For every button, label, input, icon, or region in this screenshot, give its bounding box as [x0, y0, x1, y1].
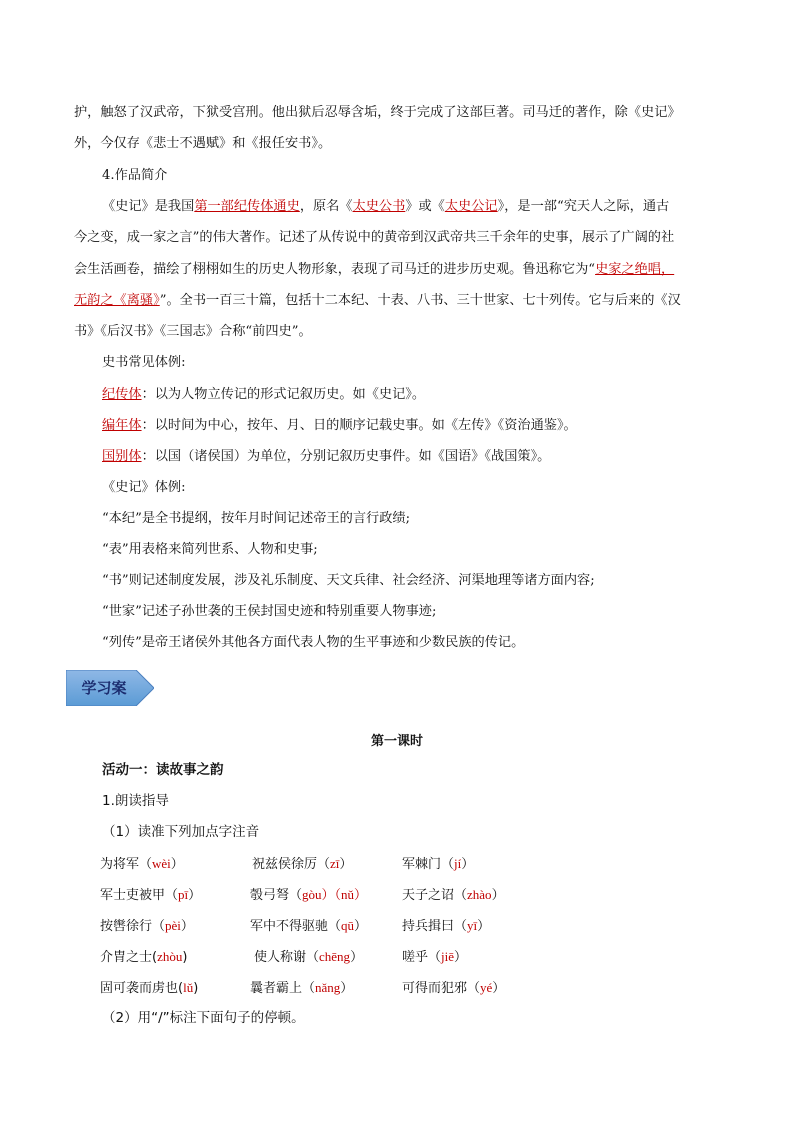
key-term: 无韵之《离骚》 — [74, 293, 160, 308]
type-name: 国别体 — [102, 449, 142, 464]
pinyin-item — [100, 884, 201, 903]
word: 可得而犯邪（ — [402, 981, 481, 996]
key-term: 史家之绝唱， — [595, 262, 675, 277]
shiji-structure-title: 《史记》体例: — [102, 480, 186, 495]
word: 为将军（ — [100, 857, 153, 872]
pause-task-heading: （2）用“/”标注下面句子的停顿。 — [102, 1010, 305, 1026]
word: 使人称谢（ — [254, 950, 320, 965]
bracket: ） — [492, 981, 506, 996]
pinyin-item — [100, 853, 184, 872]
pinyin-item — [250, 915, 367, 934]
study-plan-banner — [66, 670, 154, 706]
pinyin: wèi — [152, 856, 171, 871]
work-intro-line-3 — [74, 260, 674, 280]
pinyin: zhào — [467, 887, 492, 902]
word: 持兵揖曰（ — [402, 919, 468, 934]
type-name: 编年体 — [102, 418, 142, 433]
word: 曩者霸上（ — [250, 981, 316, 996]
activity-heading: 活动一：读故事之韵 — [102, 762, 224, 778]
text-fragment: 》或《 — [405, 199, 445, 214]
type-desc: ：以时间为中心，按年、月、日的顺序记载史事。如《左传》《资治通鉴》。 — [141, 418, 577, 433]
intro-line-2: 外，今仅存《悲士不遇赋》和《报任安书》。 — [74, 136, 332, 151]
pinyin-item — [100, 977, 198, 996]
pinyin: pī — [178, 887, 189, 902]
word: 固可袭而虏也( — [100, 981, 184, 996]
word: 天子之诏（ — [402, 888, 468, 903]
bracket: ） — [350, 950, 364, 965]
bracket: ） — [491, 888, 505, 903]
pinyin-item — [402, 977, 505, 996]
bracket: ） — [180, 919, 194, 934]
shiji-structure-shijia: “世家”记述子孙世袭的王侯封国史迹和特别重要人物事迹; — [102, 604, 437, 619]
work-intro-line-5: 书》《后汉书》《三国志》合称“前四史”。 — [74, 324, 312, 339]
bracket: ） — [454, 950, 468, 965]
work-intro-line-2: 今之变，成一家之言”的伟大著作。记述了从传说中的黄帝到汉武帝共三千余年的史事，展示了广阔的社 — [74, 230, 675, 245]
bracket: ) — [193, 981, 199, 996]
type-name: 纪传体 — [102, 387, 142, 402]
pinyin: pèi — [165, 918, 181, 933]
text-fragment: ”。全书一百三十篇，包括十二本纪、十表、八书、三十世家、七十列传。它与后来的《汉 — [159, 293, 681, 308]
section-heading-work-intro: 4.作品简介 — [102, 168, 168, 183]
word: 军士吏被甲（ — [100, 888, 179, 903]
word: 祝兹侯徐厉（ — [252, 857, 331, 872]
text-fragment: ，原名《 — [299, 199, 353, 214]
word: 介胄之士( — [100, 950, 158, 965]
shiji-structure-liezhuan: “列传”是帝王诸侯外其他各方面代表人物的生平事迹和少数民族的传记。 — [102, 635, 525, 650]
pinyin: chēng — [319, 949, 351, 964]
pinyin-task-heading: （1）读准下列加点字注音 — [102, 824, 260, 840]
shiji-structure-biao: “表”用表格来简列世系、人物和史事; — [102, 542, 318, 557]
word: 军中不得驱驰（ — [250, 919, 342, 934]
work-intro-line-1 — [102, 197, 669, 217]
banner-label: 学习案 — [81, 679, 127, 697]
bracket: ） — [340, 981, 354, 996]
text-fragment: 》，是一部“究天人之际，通古 — [497, 199, 670, 214]
pinyin-item — [402, 853, 474, 872]
text-fragment: 会生活画卷，描绘了栩栩如生的历史人物形象，表现了司马迁的进步历史观。鲁迅称它为“ — [74, 262, 596, 277]
pinyin-item — [402, 915, 490, 934]
bracket: ) — [182, 950, 188, 965]
word: 彀弓弩（ — [250, 888, 303, 903]
work-intro-line-4 — [74, 291, 681, 311]
pinyin: lǔ — [183, 980, 194, 995]
bracket: ） — [461, 857, 475, 872]
intro-line-1: 护，触怒了汉武帝，下狱受宫刑。他出狱后忍辱含垢，终于完成了这部巨著。司马迁的著作，除《史记》 — [74, 105, 681, 120]
key-term: 太史公书 — [352, 199, 406, 214]
word: 按辔徐行（ — [100, 919, 166, 934]
pinyin: yé — [480, 980, 493, 995]
pinyin-item — [402, 884, 505, 903]
bracket: ）（nǔ） — [321, 887, 368, 902]
pinyin: jiē — [441, 949, 455, 964]
pinyin: nǎng — [315, 980, 341, 995]
pinyin: jí — [454, 856, 462, 871]
key-term: 第一部纪传体通史 — [194, 199, 300, 214]
history-types-title: 史书常见体例: — [102, 355, 186, 370]
history-type-national — [102, 447, 550, 467]
type-desc: ：以为人物立传记的形式记叙历史。如《史记》。 — [141, 387, 426, 402]
word: 军棘门（ — [402, 857, 455, 872]
pinyin-item — [252, 853, 352, 872]
pinyin-item — [254, 946, 363, 965]
pinyin-item — [250, 977, 353, 996]
reading-guidance-heading: 1.朗读指导 — [102, 793, 169, 809]
pinyin: gòu — [302, 887, 322, 902]
bracket: ） — [354, 919, 368, 934]
pinyin: qū — [341, 918, 355, 933]
history-type-chronicle — [102, 416, 577, 436]
word: 嗟乎（ — [402, 950, 442, 965]
type-desc: ：以国（诸侯国）为单位，分别记叙历史事件。如《国语》《战国策》。 — [141, 449, 551, 464]
pinyin: zī — [330, 856, 340, 871]
bracket: ） — [188, 888, 202, 903]
pinyin-item — [100, 915, 194, 934]
shiji-structure-benji: “本纪”是全书提纲，按年月时间记述帝王的言行政绩; — [102, 511, 411, 526]
shiji-structure-shu: “书”则记述制度发展，涉及礼乐制度、天文兵律、社会经济、河渠地理等诸方面内容; — [102, 573, 595, 588]
text-fragment: 《史记》是我国 — [102, 199, 195, 214]
history-type-biographical — [102, 385, 425, 405]
bracket: ） — [477, 919, 491, 934]
bracket: ） — [339, 857, 353, 872]
pinyin-item — [100, 946, 187, 965]
bracket: ） — [170, 857, 184, 872]
key-term: 太史公记 — [444, 199, 498, 214]
pinyin: zhòu — [157, 949, 183, 964]
pinyin: yī — [467, 918, 478, 933]
pinyin-item — [250, 884, 367, 903]
pinyin-item — [402, 946, 467, 965]
lesson-title: 第一课时 — [370, 734, 423, 749]
